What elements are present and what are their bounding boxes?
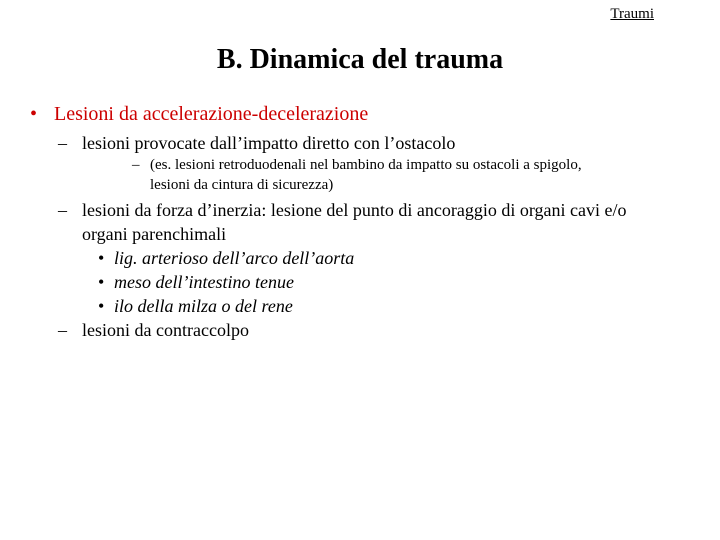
sub-list-text: meso dell’intestino tenue [114,272,294,292]
sub-list-item [98,296,293,317]
traumi-link[interactable]: Traumi [610,6,654,22]
list-item-text: lesioni da forza d’inerzia: lesione del punto di ancoraggio di organi cavi e/o [82,200,627,220]
list-item-impatto-diretto [58,133,455,154]
slide-title: B. Dinamica del trauma [216,44,504,75]
sub-list-item [98,248,354,269]
bullet-marker: • [98,248,105,268]
sub-note-line-2: lesioni da cintura di sicurezza) [150,177,334,193]
list-item-forza-inerzia [58,200,626,221]
list-item-contraccolpo [58,320,249,341]
list-item-text: lesioni da contraccolpo [82,320,249,340]
dash-marker: – [58,200,67,220]
sub-note-line-1 [132,157,582,174]
main-bullet-text: Lesioni da accelerazione-decelerazione [54,103,369,125]
bullet-marker: • [98,272,105,292]
bullet-marker: • [98,296,105,316]
dash-marker: – [58,320,67,340]
sub-list-item [98,272,294,293]
dash-marker: – [132,157,140,173]
sub-note-text: (es. lesioni retroduodenali nel bambino da impatto su ostacoli a spigolo, [150,157,582,173]
list-item-continuation: organi parenchimali [82,224,227,244]
sub-list-text: ilo della milza o del rene [114,296,293,316]
list-item-text: lesioni provocate dall’impatto diretto con l’ostacolo [82,133,456,153]
main-bullet-marker: • [30,103,38,125]
dash-marker: – [58,133,67,153]
main-bullet [30,103,368,126]
sub-list-text: lig. arterioso dell’arco dell’aorta [114,248,355,268]
